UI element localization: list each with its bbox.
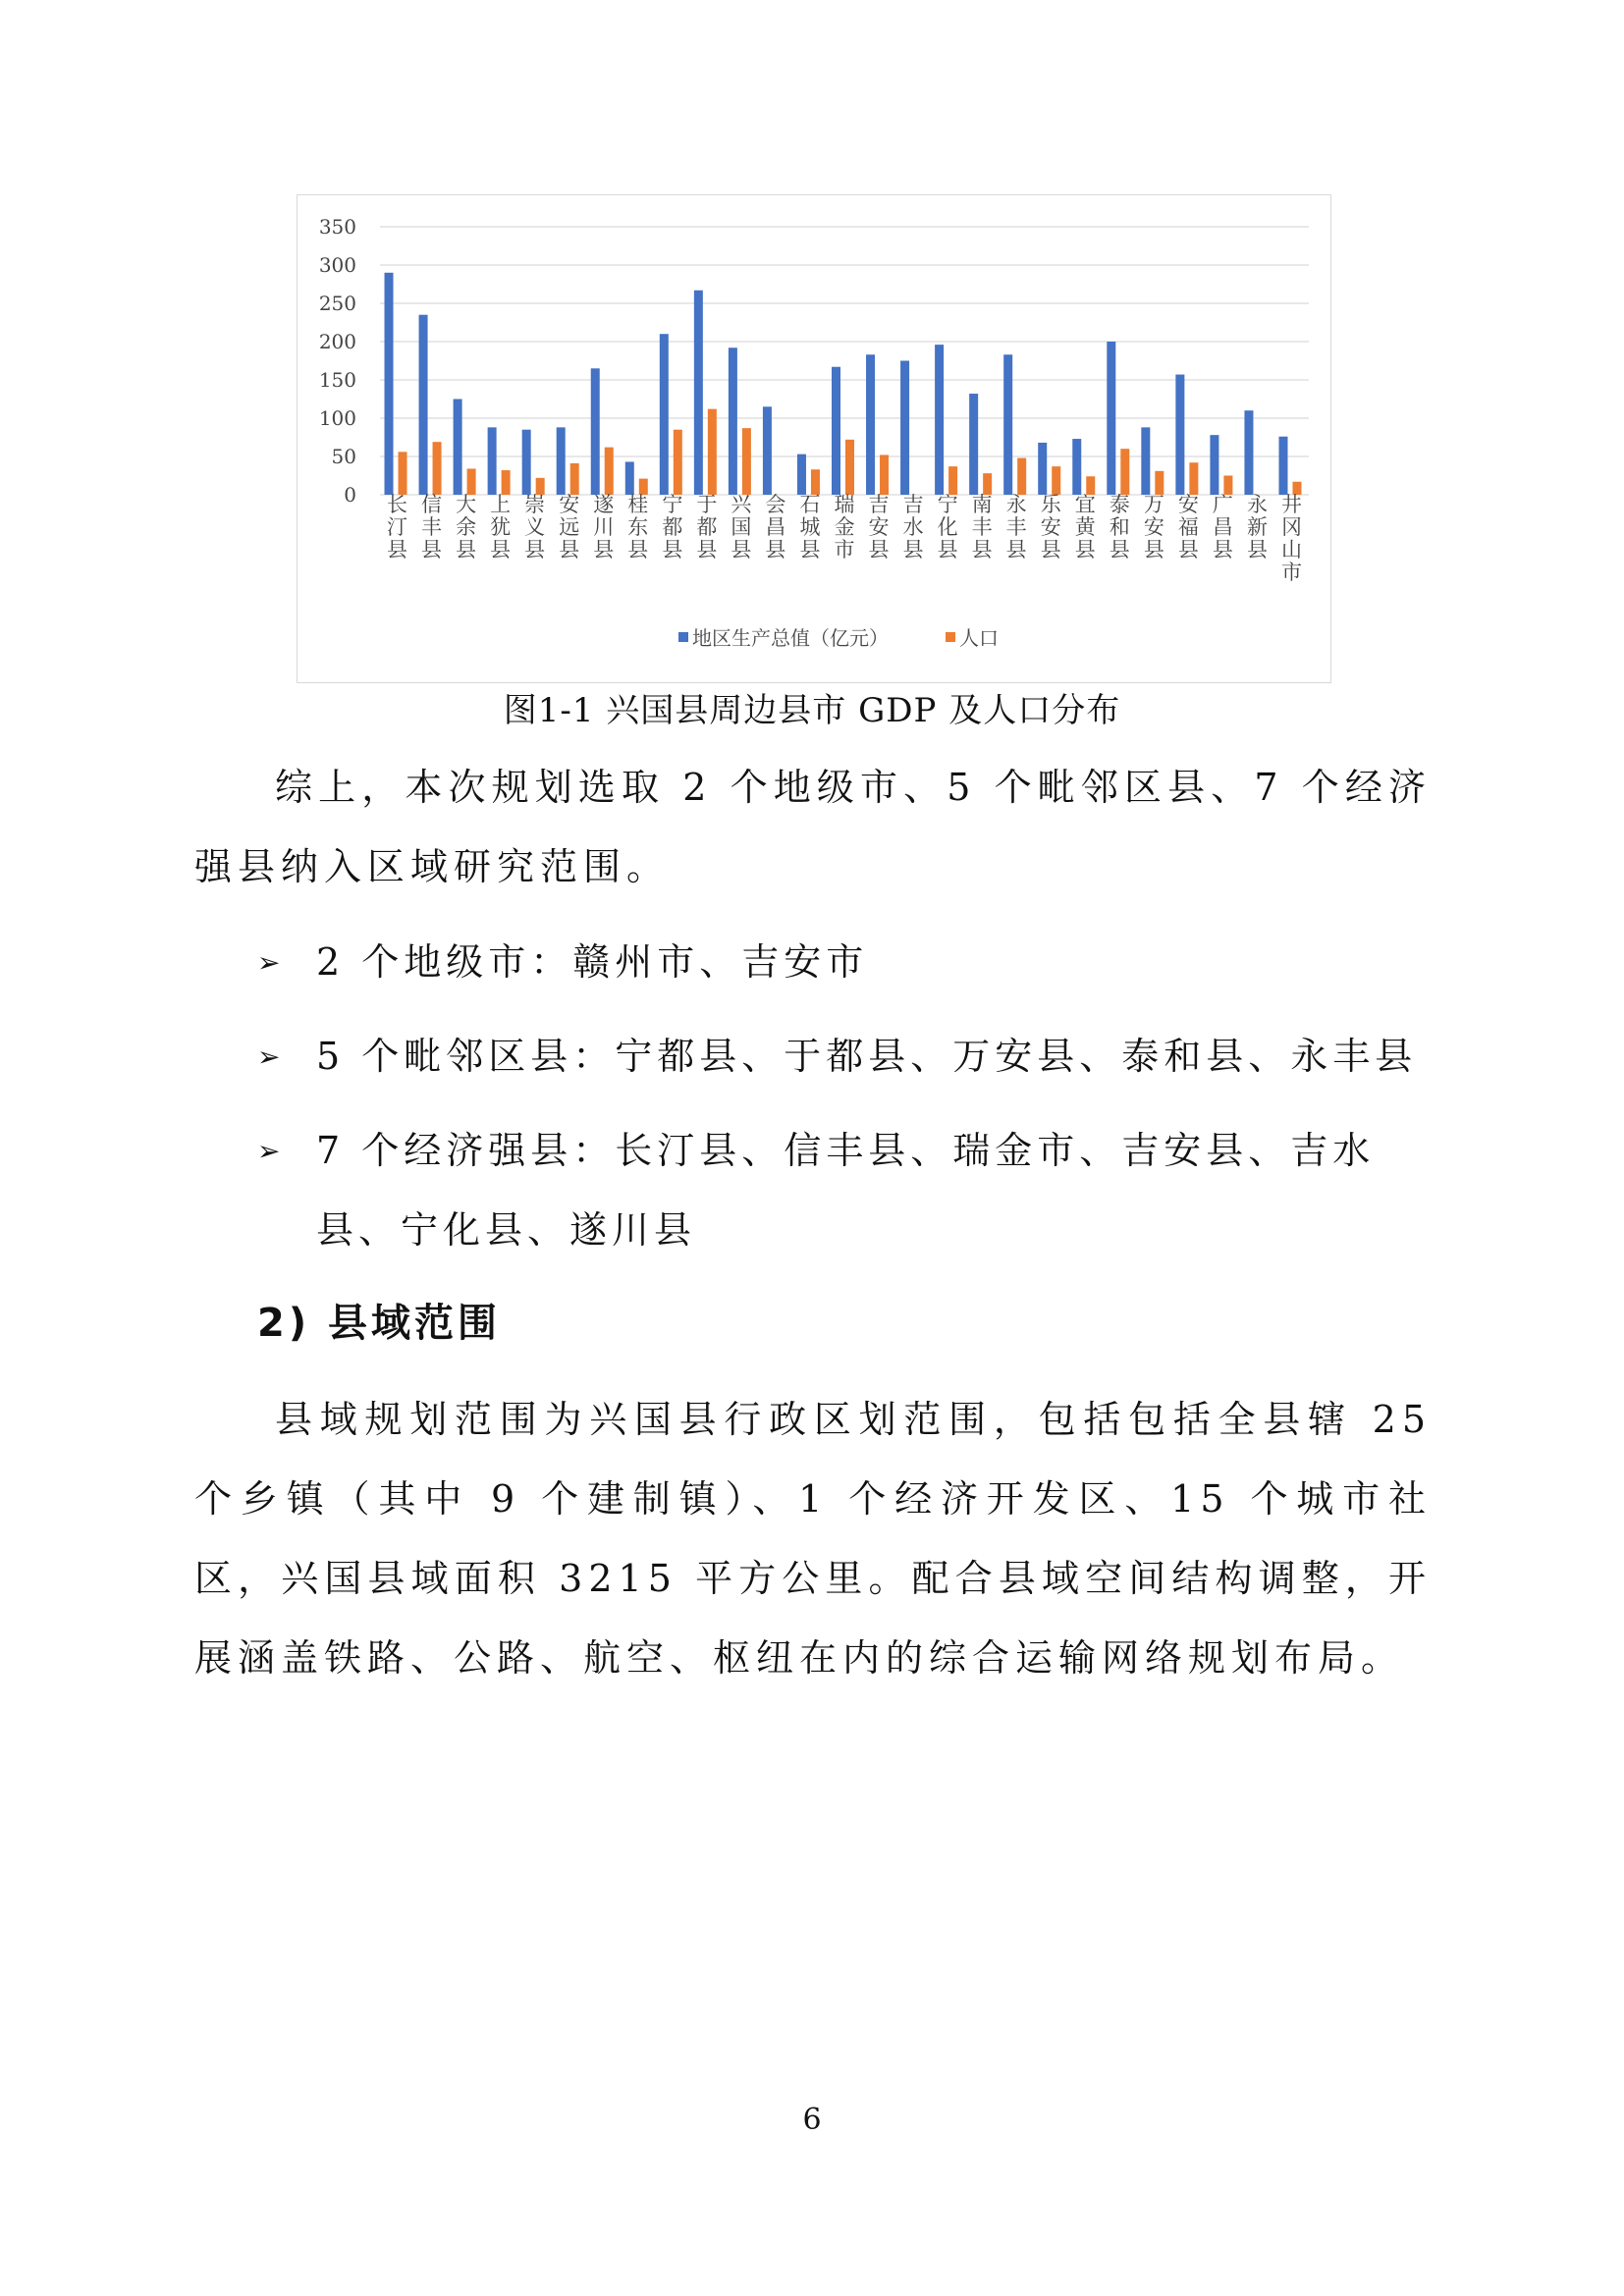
bar-gdp xyxy=(522,430,531,495)
x-tick-label: 南丰县 xyxy=(971,493,993,561)
bar-population xyxy=(502,470,511,495)
y-tick-label: 300 xyxy=(318,253,356,277)
bar-gdp xyxy=(625,461,634,495)
bullet-text: 5 个毗邻区县：宁都县、于都县、万安县、泰和县、永丰县 xyxy=(316,1035,1418,1078)
bar-gdp xyxy=(591,368,600,495)
bar-gdp xyxy=(1038,443,1047,495)
bar-population xyxy=(467,468,476,495)
bar-population xyxy=(708,409,717,495)
x-tick-label: 万安县 xyxy=(1143,493,1164,561)
bullet-item xyxy=(257,923,1435,1002)
bullet-arrow-icon: ➢ xyxy=(257,1041,286,1073)
page-number: 6 xyxy=(802,2103,822,2137)
bar-gdp xyxy=(797,454,806,495)
bar-population xyxy=(948,466,957,495)
bar-gdp xyxy=(935,345,944,495)
bar-population xyxy=(1120,449,1129,495)
bar-gdp xyxy=(969,394,978,495)
bar-gdp xyxy=(557,427,566,495)
section-heading: 2) 县域范围 xyxy=(257,1301,502,1346)
bar-gdp xyxy=(763,406,772,495)
x-tick-label: 宁化县 xyxy=(937,493,958,561)
y-tick-label: 200 xyxy=(318,330,356,353)
bar-population xyxy=(1017,458,1026,495)
bullet-arrow-icon: ➢ xyxy=(257,946,286,979)
legend-label: 人口 xyxy=(959,626,999,650)
bar-population xyxy=(1155,471,1164,495)
bar-gdp xyxy=(488,427,497,495)
bar-gdp xyxy=(866,354,875,495)
bar-population xyxy=(570,463,579,495)
x-tick-label: 乐安县 xyxy=(1040,493,1061,561)
bar-gdp xyxy=(1210,435,1218,495)
bar-population xyxy=(880,454,889,495)
bar-population xyxy=(811,469,820,495)
x-tick-label: 会昌县 xyxy=(765,493,786,561)
bar-population xyxy=(983,473,992,495)
y-tick-label: 0 xyxy=(344,483,356,507)
bar-gdp xyxy=(832,367,840,495)
x-tick-label: 安福县 xyxy=(1177,493,1199,561)
bar-population xyxy=(742,428,751,495)
y-tick-label: 350 xyxy=(318,215,356,239)
bar-population xyxy=(605,448,614,495)
x-tick-label: 桂东县 xyxy=(627,493,649,561)
bar-gdp xyxy=(694,291,703,495)
bar-gdp xyxy=(1175,375,1184,495)
legend-swatch xyxy=(946,632,955,642)
x-tick-label: 瑞金市 xyxy=(834,493,855,561)
bar-gdp xyxy=(900,361,909,496)
x-tick-label: 长汀县 xyxy=(387,493,408,561)
summary-paragraph: 综上，本次规划选取 2 个地级市、5 个毗邻区县、7 个经济强县纳入区域研究范围。 xyxy=(194,766,1432,888)
legend-swatch xyxy=(678,632,688,642)
x-tick-label: 宁都县 xyxy=(662,493,683,561)
bullet-text: 2 个地级市：赣州市、吉安市 xyxy=(316,940,869,984)
bullet-item xyxy=(257,1111,1435,1270)
bar-gdp xyxy=(1107,342,1115,495)
gdp-population-chart xyxy=(297,194,1331,683)
bar-population xyxy=(399,452,407,495)
x-tick-label: 吉水县 xyxy=(902,493,924,561)
bullet-item xyxy=(257,1017,1435,1096)
x-tick-label: 吉安县 xyxy=(868,493,890,561)
y-tick-label: 50 xyxy=(331,445,356,468)
x-tick-label: 永新县 xyxy=(1246,493,1268,561)
bar-population xyxy=(433,442,442,495)
x-tick-label: 永丰县 xyxy=(1005,493,1027,561)
x-tick-label: 遂川县 xyxy=(593,493,615,561)
bar-gdp xyxy=(1244,410,1253,495)
bar-gdp xyxy=(1278,437,1287,495)
legend-label: 地区生产总值（亿元） xyxy=(692,626,889,650)
x-tick-label: 宜黄县 xyxy=(1074,493,1096,561)
x-tick-label: 大余县 xyxy=(456,493,477,561)
bar-gdp xyxy=(419,315,428,495)
y-tick-label: 100 xyxy=(318,406,356,430)
bar-gdp xyxy=(1141,427,1150,495)
bullet-text: 7 个经济强县：长汀县、信丰县、瑞金市、吉安县、吉水县、宁化县、遂川县 xyxy=(316,1129,1376,1252)
figure-caption: 图1-1 兴国县周边县市 GDP 及人口分布 xyxy=(503,691,1121,730)
x-tick-label: 上犹县 xyxy=(490,493,512,561)
bar-population xyxy=(1189,462,1198,495)
bar-gdp xyxy=(1003,354,1012,495)
bar-gdp xyxy=(454,400,462,496)
chart-svg xyxy=(298,195,1332,684)
x-tick-label: 于都县 xyxy=(696,493,718,561)
x-tick-label: 石城县 xyxy=(799,493,821,561)
x-tick-label: 广昌县 xyxy=(1212,493,1233,561)
x-tick-label: 崇义县 xyxy=(524,493,546,561)
y-tick-label: 150 xyxy=(318,368,356,392)
y-tick-label: 250 xyxy=(318,292,356,315)
bar-gdp xyxy=(385,273,394,495)
bar-gdp xyxy=(660,334,669,495)
x-tick-label: 兴国县 xyxy=(731,493,752,561)
x-tick-label: 泰和县 xyxy=(1109,493,1130,561)
bar-population xyxy=(674,430,682,495)
x-tick-label: 井冈山市 xyxy=(1280,493,1302,584)
x-tick-label: 安远县 xyxy=(559,493,580,561)
bar-population xyxy=(1052,466,1060,495)
bar-gdp xyxy=(729,347,737,495)
bullet-arrow-icon: ➢ xyxy=(257,1135,286,1167)
bar-gdp xyxy=(1072,439,1081,495)
x-tick-label: 信丰县 xyxy=(421,493,443,561)
county-scope-paragraph: 县域规划范围为兴国县行政区划范围，包括包括全县辖 25 个乡镇（其中 9 个建制镇）、1 个经济开发区、15 个城市社区，兴国县域面积 3215 平方公里。配合县域空间结构调整，开展涵盖铁路、公路、航空、枢纽在内的综合运输网络规划布局。 xyxy=(194,1398,1432,1680)
bar-population xyxy=(845,440,854,495)
